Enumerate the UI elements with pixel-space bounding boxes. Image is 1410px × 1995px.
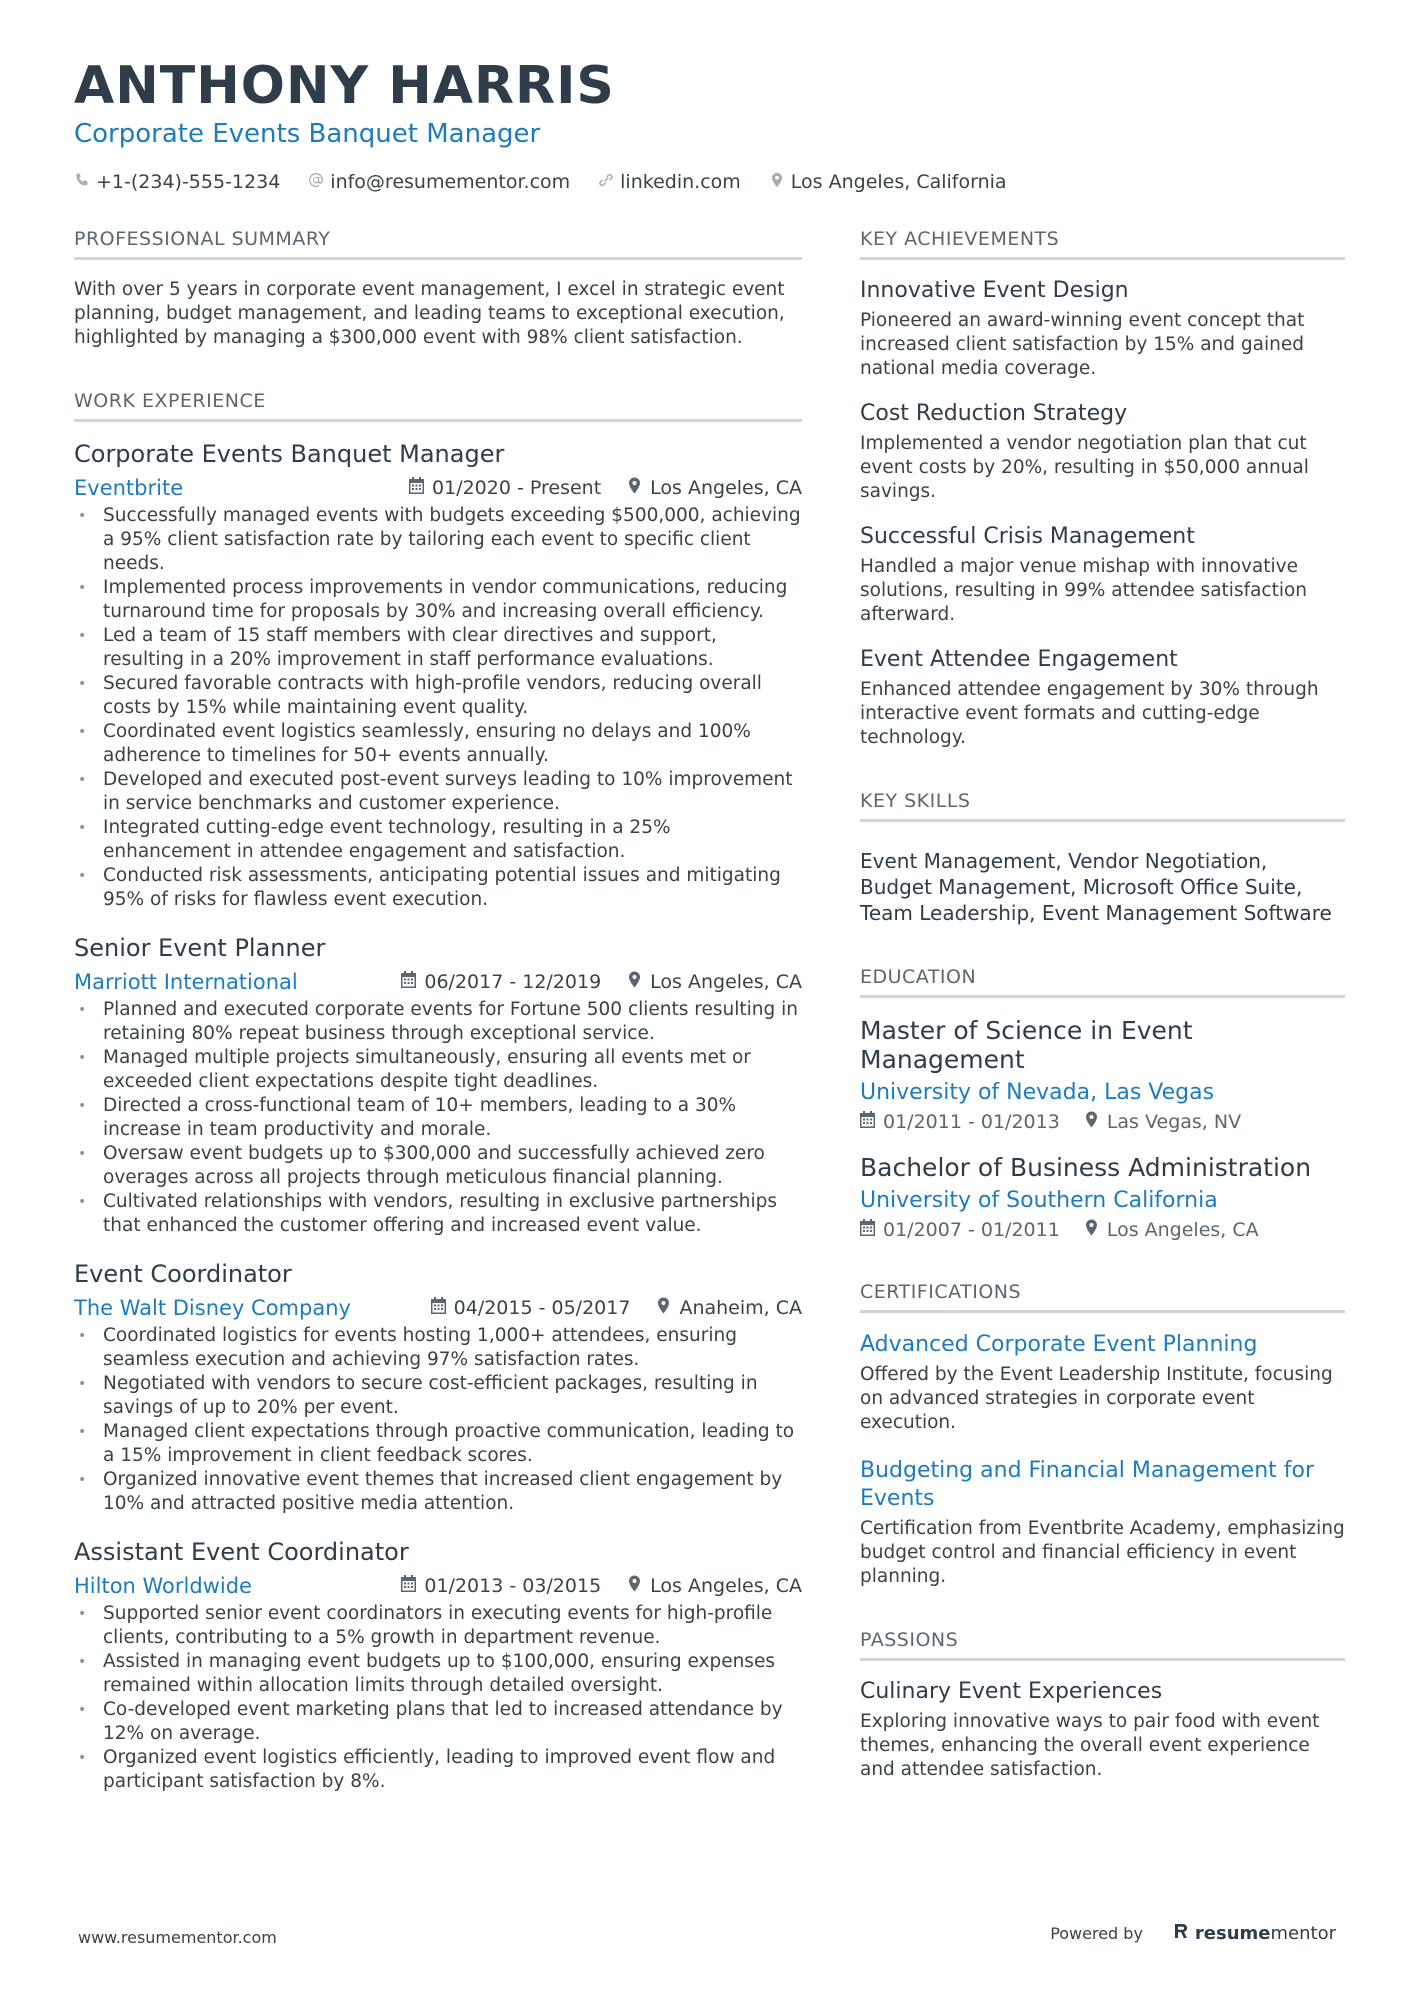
- achievement-desc: Implemented a vendor negotiation plan that cut event costs by 20%, resulting in $50,000 annual savings.: [860, 433, 1309, 502]
- job-location-text: Los Angeles, CA: [650, 971, 802, 993]
- job-entry: [74, 1260, 802, 1516]
- job-entry: [74, 440, 802, 912]
- location-pin-icon: [1084, 1219, 1099, 1241]
- calendar-icon: [860, 1219, 875, 1241]
- calendar-icon: [401, 971, 416, 993]
- experience-heading: WORK EXPERIENCE: [74, 390, 802, 422]
- skills-heading: KEY SKILLS: [860, 790, 1345, 822]
- education-location: [1084, 1111, 1241, 1133]
- job-dates: [431, 1297, 631, 1319]
- education-dates-text: 01/2007 - 01/2011: [883, 1219, 1060, 1241]
- brand-name-part2: mentor: [1270, 1923, 1336, 1944]
- candidate-title: Corporate Events Banquet Manager: [74, 119, 541, 150]
- job-bullets: [74, 504, 802, 912]
- job-bullet: • Directed a cross-functional team of 10+ members, leading to a 30% increase in team productivity and morale.: [74, 1094, 802, 1142]
- location-pin-icon: [627, 477, 642, 499]
- education-meta: [860, 1219, 1345, 1241]
- job-bullet: • Conducted risk assessments, anticipating potential issues and mitigating 95% of risks for flawless event execution.: [74, 864, 802, 912]
- job-bullet: • Organized innovative event themes that increased client engagement by 10% and attracted positive media attention.: [74, 1468, 802, 1516]
- contact-phone[interactable]: [74, 171, 280, 193]
- job-title: Corporate Events Banquet Manager: [74, 440, 505, 468]
- job-bullet: • Secured favorable contracts with high-profile vendors, reducing overall costs by 15% while maintaining event quality.: [74, 672, 802, 720]
- education-school: University of Nevada, Las Vegas: [860, 1080, 1215, 1105]
- location-pin-icon: [656, 1297, 671, 1319]
- achievement-desc: Handled a major venue mishap with innovative solutions, resulting in 99% attendee satisfaction afterward.: [860, 556, 1308, 625]
- achievement-title: Cost Reduction Strategy: [860, 401, 1128, 426]
- job-dates: [401, 971, 601, 993]
- job-location-text: Los Angeles, CA: [650, 1575, 802, 1597]
- skills-section: [860, 790, 1345, 926]
- job-bullet: • Managed multiple projects simultaneously, ensuring all events met or exceeded client expectations despite tight deadlines.: [74, 1046, 802, 1094]
- education-location: [1084, 1219, 1259, 1241]
- job-entry: [74, 934, 802, 1238]
- location-text: Los Angeles, California: [790, 171, 1007, 194]
- brand-mark-icon: [1173, 1922, 1189, 1945]
- job-bullet: • Organized event logistics efficiently, leading to improved event flow and participant satisfaction by 8%.: [74, 1746, 802, 1794]
- job-company: Eventbrite: [74, 476, 184, 500]
- achievement-desc: Enhanced attendee engagement by 30% through interactive event formats and cutting-edge technology.: [860, 679, 1319, 748]
- job-location: [656, 1297, 802, 1319]
- education-item: [860, 1016, 1345, 1133]
- right-column: [860, 228, 1345, 1822]
- job-location: [627, 971, 802, 993]
- job-title: Assistant Event Coordinator: [74, 1538, 409, 1566]
- phone-text: +1-(234)-555-1234: [96, 171, 281, 194]
- education-school: University of Southern California: [860, 1188, 1218, 1213]
- job-company: The Walt Disney Company: [74, 1296, 351, 1320]
- job-company: Marriott International: [74, 970, 298, 994]
- achievement-item: [860, 647, 1345, 750]
- job-bullet: • Developed and executed post-event surveys leading to 10% improvement in service benchmarks and customer experience.: [74, 768, 802, 816]
- job-bullet: • Supported senior event coordinators in executing events for high-profile clients, contributing to a 5% growth in department revenue.: [74, 1602, 802, 1650]
- job-bullet: • Led a team of 15 staff members with clear directives and support, resulting in a 20% improvement in staff performance evaluations.: [74, 624, 802, 672]
- footer-website[interactable]: www.resumementor.com: [78, 1928, 277, 1947]
- education-degree: Bachelor of Business Administration: [860, 1153, 1312, 1182]
- location-pin-icon: [769, 171, 785, 193]
- brand-logo[interactable]: [1173, 1922, 1336, 1945]
- experience-section: [74, 390, 802, 1794]
- calendar-icon: [860, 1111, 875, 1133]
- job-location: [627, 477, 802, 499]
- left-column: [74, 228, 802, 1816]
- achievement-title: Successful Crisis Management: [860, 524, 1195, 549]
- achievement-title: Innovative Event Design: [860, 278, 1129, 303]
- skills-text: Event Management, Vendor Negotiation, Budget Management, Microsoft Office Suite, Team Leadership, Event Management Software: [860, 849, 1332, 925]
- job-bullet: • Co-developed event marketing plans that led to increased attendance by 12% on average.: [74, 1698, 802, 1746]
- achievement-item: [860, 524, 1345, 627]
- education-location-text: Las Vegas, NV: [1106, 1111, 1242, 1133]
- education-section: [860, 966, 1345, 1241]
- job-date-location: [431, 1297, 802, 1319]
- location-pin-icon: [627, 1575, 642, 1597]
- contact-email[interactable]: [308, 171, 570, 193]
- brand-name-part1: resume: [1194, 1923, 1271, 1944]
- education-location-text: Los Angeles, CA: [1106, 1219, 1259, 1241]
- job-location-text: Anaheim, CA: [679, 1297, 802, 1319]
- certification-title: Budgeting and Financial Management for Events: [860, 1458, 1315, 1511]
- powered-by-label: Powered by: [1050, 1924, 1143, 1943]
- passion-title: Culinary Event Experiences: [860, 1679, 1163, 1704]
- calendar-icon: [401, 1575, 416, 1597]
- education-item: [860, 1153, 1345, 1241]
- summary-heading: PROFESSIONAL SUMMARY: [74, 228, 802, 260]
- contact-bar: [74, 171, 1344, 193]
- job-bullet: • Planned and executed corporate events for Fortune 500 clients resulting in retaining 80% repeat business through exceptional service.: [74, 998, 802, 1046]
- contact-linkedin[interactable]: [598, 171, 741, 193]
- email-text: info@resumementor.com: [330, 171, 571, 194]
- job-bullet: • Implemented process improvements in vendor communications, reducing turnaround time for proposals by 30% and increasing overall efficiency.: [74, 576, 802, 624]
- certification-item: [860, 1331, 1345, 1435]
- footer-branding: [1050, 1922, 1336, 1945]
- job-dates-text: 06/2017 - 12/2019: [424, 971, 602, 993]
- certification-desc: Certification from Eventbrite Academy, emphasizing budget control and financial efficiency in event planning.: [860, 1518, 1345, 1587]
- job-bullet: • Managed client expectations through proactive communication, leading to a 15% improvement in client feedback scores.: [74, 1420, 802, 1468]
- job-meta: [74, 970, 802, 994]
- job-bullet: • Cultivated relationships with vendors, resulting in exclusive partnerships that enhanced the customer offering and increased event value.: [74, 1190, 802, 1238]
- certifications-section: [860, 1281, 1345, 1589]
- job-dates-text: 01/2013 - 03/2015: [424, 1575, 602, 1597]
- passions-section: [860, 1629, 1345, 1782]
- job-meta: [74, 476, 802, 500]
- job-title: Event Coordinator: [74, 1260, 292, 1288]
- job-dates-text: 01/2020 - Present: [432, 477, 602, 499]
- job-bullet: • Oversaw event budgets up to $300,000 and successfully achieved zero overages across all projects through meticulous financial planning.: [74, 1142, 802, 1190]
- contact-location: [769, 171, 1007, 193]
- certification-desc: Offered by the Event Leadership Institute, focusing on advanced strategies in corporate event execution.: [860, 1364, 1333, 1433]
- education-degree: Master of Science in Event Management: [860, 1016, 1193, 1074]
- achievements-heading: KEY ACHIEVEMENTS: [860, 228, 1345, 260]
- achievement-item: [860, 278, 1345, 381]
- job-meta: [74, 1296, 802, 1320]
- job-bullet: • Successfully managed events with budgets exceeding $500,000, achieving a 95% client satisfaction rate by tailoring each event to specific client needs.: [74, 504, 802, 576]
- calendar-icon: [431, 1297, 446, 1319]
- job-bullets: [74, 998, 802, 1238]
- job-location: [627, 1575, 802, 1597]
- job-dates-text: 04/2015 - 05/2017: [453, 1297, 631, 1319]
- education-dates-text: 01/2011 - 01/2013: [883, 1111, 1060, 1133]
- job-meta: [74, 1574, 802, 1598]
- job-bullets: [74, 1602, 802, 1794]
- job-dates: [401, 1575, 601, 1597]
- linkedin-text: linkedin.com: [620, 171, 741, 194]
- job-dates: [409, 477, 601, 499]
- job-entry: [74, 1538, 802, 1794]
- job-bullet: • Coordinated logistics for events hosting 1,000+ attendees, ensuring seamless execution and achieving 97% satisfaction rates.: [74, 1324, 802, 1372]
- achievement-title: Event Attendee Engagement: [860, 647, 1178, 672]
- passions-heading: PASSIONS: [860, 1629, 1345, 1661]
- location-pin-icon: [1084, 1111, 1099, 1133]
- calendar-icon: [409, 477, 424, 499]
- achievement-item: [860, 401, 1345, 504]
- candidate-name: ANTHONY HARRIS: [74, 56, 615, 116]
- certifications-heading: CERTIFICATIONS: [860, 1281, 1345, 1313]
- job-bullet: • Coordinated event logistics seamlessly, ensuring no delays and 100% adherence to timelines for 50+ events annually.: [74, 720, 802, 768]
- education-dates: [860, 1111, 1060, 1133]
- resume-header: [74, 58, 1344, 193]
- achievement-desc: Pioneered an award-winning event concept that increased client satisfaction by 15% and gained national media coverage.: [860, 310, 1305, 379]
- summary-section: [74, 228, 802, 350]
- certification-title: Advanced Corporate Event Planning: [860, 1332, 1258, 1357]
- job-location-text: Los Angeles, CA: [650, 477, 802, 499]
- certification-item: [860, 1457, 1345, 1589]
- summary-text: With over 5 years in corporate event management, I excel in strategic event planning, budget management, and leading teams to exceptional execution, highlighted by managing a $300,000 event with 98% client satisfaction.: [74, 279, 785, 348]
- job-bullet: • Assisted in managing event budgets up to $100,000, ensuring expenses remained within allocation limits through detailed oversight.: [74, 1650, 802, 1698]
- passion-desc: Exploring innovative ways to pair food with event themes, enhancing the overall event experience and attendee satisfaction.: [860, 1711, 1320, 1780]
- job-bullet: • Integrated cutting-edge event technology, resulting in a 25% enhancement in attendee engagement and satisfaction.: [74, 816, 802, 864]
- job-date-location: [401, 1575, 802, 1597]
- link-icon: [598, 171, 614, 193]
- passion-item: [860, 1679, 1345, 1782]
- education-dates: [860, 1219, 1060, 1241]
- education-meta: [860, 1111, 1345, 1133]
- at-icon: [308, 171, 324, 193]
- job-title: Senior Event Planner: [74, 934, 326, 962]
- job-date-location: [401, 971, 802, 993]
- location-pin-icon: [627, 971, 642, 993]
- phone-icon: [74, 171, 90, 193]
- job-bullet: • Negotiated with vendors to secure cost-efficient packages, resulting in savings of up to 20% per event.: [74, 1372, 802, 1420]
- education-heading: EDUCATION: [860, 966, 1345, 998]
- job-company: Hilton Worldwide: [74, 1574, 252, 1598]
- achievements-section: [860, 228, 1345, 750]
- job-date-location: [409, 477, 802, 499]
- job-bullets: [74, 1324, 802, 1516]
